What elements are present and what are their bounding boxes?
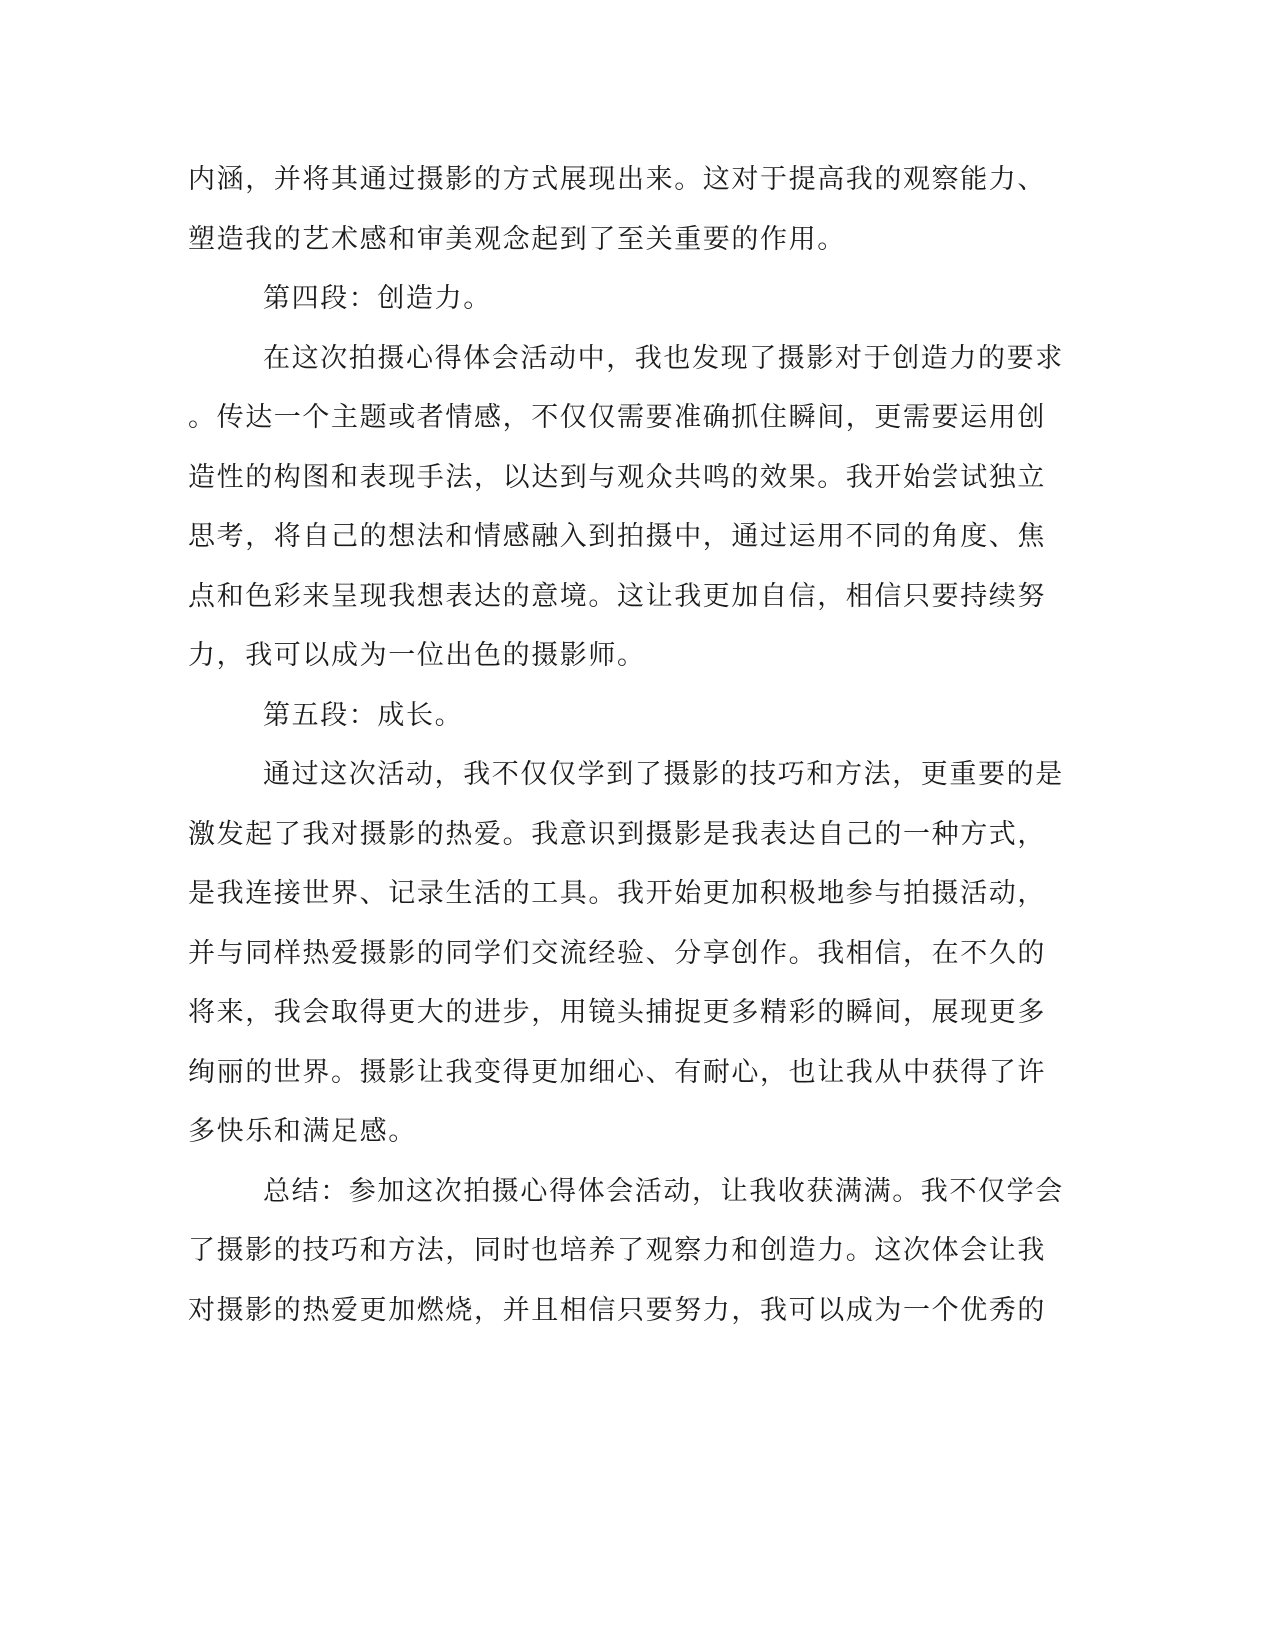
body-text-line: 通过这次活动，我不仅仅学到了摄影的技巧和方法，更重要的是 bbox=[263, 759, 1064, 790]
body-text-line: 造性的构图和表现手法，以达到与观众共鸣的效果。我开始尝试独立 bbox=[188, 462, 1046, 493]
body-text-line: 多快乐和满足感。 bbox=[188, 1116, 417, 1147]
body-text-line: 内涵，并将其通过摄影的方式展现出来。这对于提高我的观察能力、 bbox=[188, 164, 1046, 195]
body-text-line: 对摄影的热爱更加燃烧，并且相信只要努力，我可以成为一个优秀的 bbox=[188, 1295, 1046, 1326]
body-text-line: 。传达一个主题或者情感，不仅仅需要准确抓住瞬间，更需要运用创 bbox=[188, 402, 1046, 433]
body-text-line: 是我连接世界、记录生活的工具。我开始更加积极地参与拍摄活动， bbox=[188, 878, 1046, 909]
body-text-line: 绚丽的世界。摄影让我变得更加细心、有耐心，也让我从中获得了许 bbox=[188, 1057, 1046, 1088]
body-text-line: 点和色彩来呈现我想表达的意境。这让我更加自信，相信只要持续努 bbox=[188, 581, 1046, 612]
body-text-line: 了摄影的技巧和方法，同时也培养了观察力和创造力。这次体会让我 bbox=[188, 1235, 1046, 1266]
body-text-line: 将来，我会取得更大的进步，用镜头捕捉更多精彩的瞬间，展现更多 bbox=[188, 997, 1046, 1028]
body-text-line: 力，我可以成为一位出色的摄影师。 bbox=[188, 640, 646, 671]
body-text-line: 塑造我的艺术感和审美观念起到了至关重要的作用。 bbox=[188, 224, 846, 255]
section-heading-growth: 第五段：成长。 bbox=[263, 700, 464, 731]
body-text-line: 激发起了我对摄影的热爱。我意识到摄影是我表达自己的一种方式， bbox=[188, 819, 1046, 850]
summary-paragraph-start: 总结：参加这次拍摄心得体会活动，让我收获满满。我不仅学会 bbox=[263, 1176, 1064, 1207]
body-text-line: 在这次拍摄心得体会活动中，我也发现了摄影对于创造力的要求 bbox=[263, 343, 1064, 374]
body-text-line: 思考，将自己的想法和情感融入到拍摄中，通过运用不同的角度、焦 bbox=[188, 521, 1046, 552]
section-heading-creativity: 第四段：创造力。 bbox=[263, 283, 492, 314]
body-text-line: 并与同样热爱摄影的同学们交流经验、分享创作。我相信，在不久的 bbox=[188, 938, 1046, 969]
